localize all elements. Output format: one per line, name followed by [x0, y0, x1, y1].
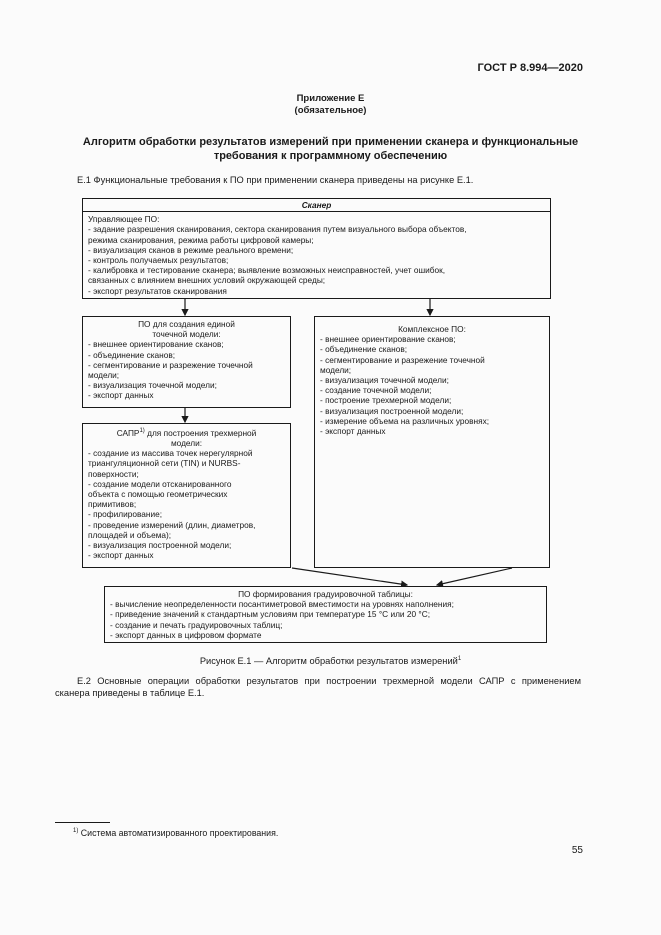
cad-item: - проведение измерений (длин, диаметров,: [88, 519, 256, 530]
cad-item: - создание из массива точек нерегулярной: [88, 448, 253, 459]
scanner-item: - задание разрешения сканирования, сектора сканирования путем визуального выбора объектов,: [88, 224, 467, 235]
page-number: 55: [571, 845, 583, 856]
point-model-item: модели;: [88, 370, 120, 381]
cad-heading-line2: модели:: [170, 437, 203, 448]
cad-box: [82, 423, 291, 568]
point-model-box: [82, 316, 291, 408]
complex-item: - объединение сканов;: [320, 344, 408, 355]
cad-item: поверхности;: [88, 468, 139, 479]
point-model-item: - внешнее ориентирование сканов;: [88, 339, 224, 350]
calibration-item: - приведение значений к стандартным условиям при температуре 15 °С или 20 °С;: [110, 609, 431, 620]
figure-caption-text: Рисунок Е.1 — Алгоритм обработки результатов измерений: [199, 656, 458, 667]
calibration-item: - вычисление неопределенности посантиметровой вместимости на уровнях наполнения;: [110, 599, 454, 610]
complex-item: - создание точечной модели;: [320, 385, 432, 396]
scanner-box: [82, 198, 551, 299]
complex-item: - экспорт данных: [320, 426, 386, 437]
point-model-item: - визуализация точечной модели;: [88, 380, 217, 391]
standard-header: ГОСТ Р 8.994—2020: [477, 62, 583, 74]
cad-item: объекта с помощью геометрических: [88, 488, 228, 499]
cad-heading-prefix: САПР: [116, 427, 140, 438]
paragraph-e2: [55, 675, 581, 699]
figure-caption-sup: 1: [457, 656, 462, 662]
figure-caption: [0, 656, 661, 666]
cad-item: - создание модели отсканированного: [88, 478, 232, 489]
complex-item: - сегментирование и разрежение точечной: [320, 354, 485, 365]
complex-software-box: [314, 316, 550, 568]
footnote-mark: 1): [73, 828, 79, 835]
section-title-line1: Алгоритм обработки результатов измерений при применении сканера и функциональные: [82, 136, 579, 148]
scanner-item: - контроль получаемых результатов;: [88, 255, 229, 266]
section-title-line2: требования к программному обеспечению: [213, 150, 448, 162]
complex-item: - визуализация точечной модели;: [320, 375, 449, 386]
scanner-heading: Управляющее ПО:: [88, 214, 160, 225]
calibration-item: - экспорт данных в цифровом формате: [110, 629, 262, 640]
scanner-item: связанных с влиянием внешних условий окружающей среды;: [88, 275, 326, 286]
cad-item: - экспорт данных: [88, 550, 154, 561]
complex-item: модели;: [320, 364, 352, 375]
scanner-item: - экспорт результатов сканирования: [88, 285, 227, 296]
arrow-complex-to-calibration: [437, 568, 512, 585]
cad-footnote-mark: 1): [139, 428, 145, 434]
complex-heading: Комплексное ПО:: [398, 324, 466, 334]
cad-heading: [88, 426, 285, 438]
point-model-heading: точечной модели:: [152, 329, 221, 340]
cad-heading-rest: для построения трехмерной: [144, 427, 257, 438]
annex-title: Приложение Е: [296, 93, 365, 104]
cad-item: - визуализация построенной модели;: [88, 540, 232, 550]
paragraph-e2-line1: Е.2 Основные операции обработки результатов при построении трехмерной модели САПР с применением: [77, 676, 581, 686]
cad-item: площадей и объема);: [88, 529, 172, 540]
complex-item: - внешнее ориентирование сканов;: [320, 334, 456, 345]
footnote-text: Система автоматизированного проектирования.: [80, 828, 279, 838]
intro-paragraph: Е.1 Функциональные требования к ПО при применении сканера приведены на рисунке Е.1.: [77, 175, 474, 185]
complex-item: - измерение объема на различных уровнях;: [320, 415, 490, 426]
complex-item: - визуализация построенной модели;: [320, 405, 464, 416]
scanner-item: - визуализация сканов в режиме реального времени;: [88, 244, 294, 255]
cad-item: триангуляционной сети (TIN) и NURBS-: [88, 458, 241, 469]
cad-item: - профилирование;: [88, 509, 163, 520]
point-model-heading: ПО для создания единой: [138, 319, 235, 329]
point-model-item: - экспорт данных: [88, 390, 154, 401]
point-model-item: - объединение сканов;: [88, 349, 176, 360]
calibration-heading: ПО формирования градуировочной таблицы:: [238, 589, 413, 599]
paragraph-e2-line2: сканера приведены в таблице Е.1.: [55, 688, 205, 698]
calibration-table-box: [104, 586, 547, 643]
footnote: [73, 828, 278, 838]
arrow-cad-to-calibration: [292, 568, 407, 585]
annex-status: (обязательное): [294, 105, 367, 116]
scanner-item: режима сканирования, режима работы цифровой камеры;: [88, 234, 314, 245]
scanner-title: Сканер: [83, 199, 550, 212]
complex-item: - построение трехмерной модели;: [320, 395, 452, 406]
point-model-item: - сегментирование и разрежение точечной: [88, 359, 253, 370]
scanner-item: - калибровка и тестирование сканера; выявление возможных неисправностей, учет ошибок,: [88, 265, 446, 276]
cad-item: примитивов;: [88, 499, 137, 510]
calibration-item: - создание и печать градуировочных таблиц;: [110, 619, 283, 630]
footnote-divider: [55, 822, 110, 823]
